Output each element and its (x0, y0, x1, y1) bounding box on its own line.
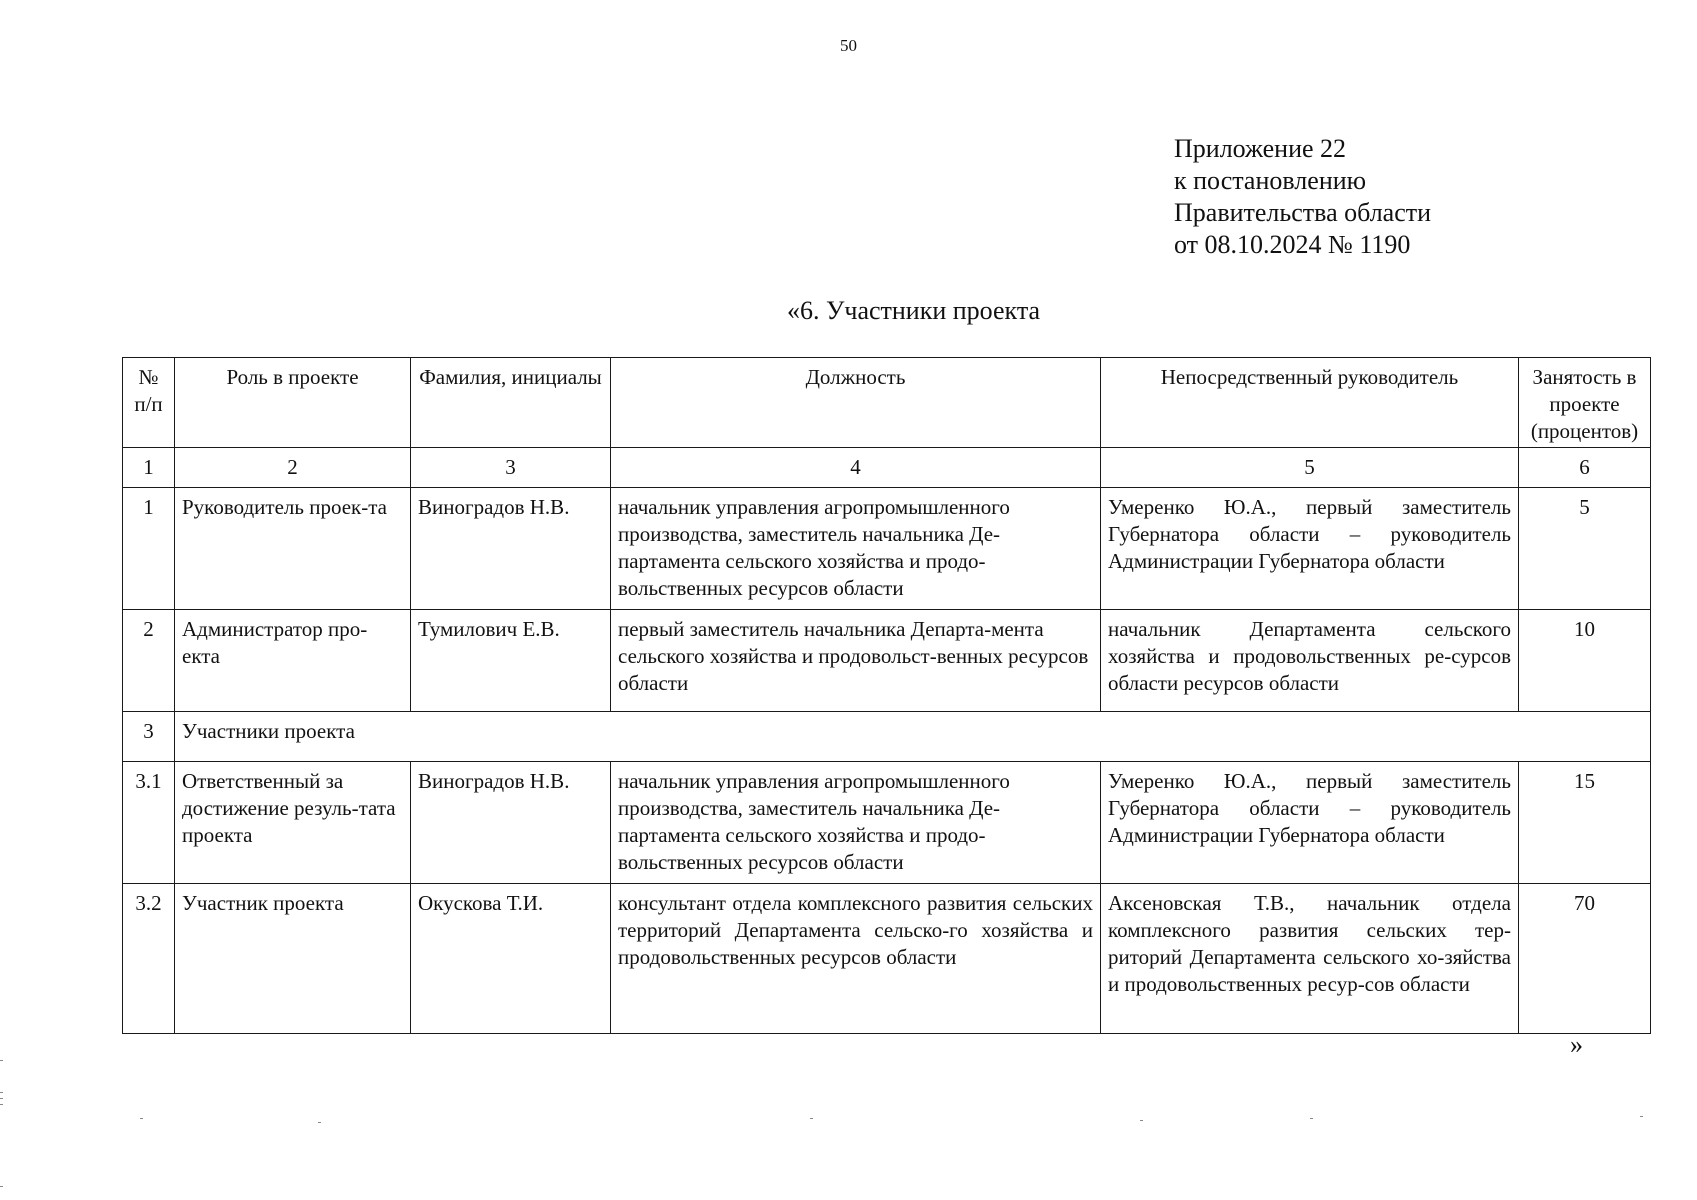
row-employment: 15 (1519, 762, 1651, 884)
appendix-line: Приложение 22 (1174, 134, 1347, 163)
column-number: 4 (611, 448, 1101, 488)
row-name: Окускова Т.И. (411, 884, 611, 1034)
row-employment: 70 (1519, 884, 1651, 1034)
header-employment: Занятость в проекте (процентов) (1519, 358, 1651, 448)
closing-quote: » (1570, 1030, 1583, 1059)
participants-table (122, 357, 1651, 1034)
table-header-row (123, 358, 1651, 448)
scan-artifact (140, 1118, 143, 1119)
row-role: Участник проекта (175, 884, 411, 1034)
row-role: Администратор про-екта (175, 610, 411, 712)
row-position: начальник управления агропромышленного производства, заместитель начальника Де-партамента сельского хозяйства и продо-вольственных ресурсов области (611, 488, 1101, 610)
scan-artifact (318, 1122, 321, 1123)
row-role: Руководитель проек-та (175, 488, 411, 610)
column-number: 1 (123, 448, 175, 488)
scan-artifact (1310, 1118, 1313, 1119)
appendix-line: Правительства области (1174, 198, 1432, 227)
scan-artifact (0, 1060, 3, 1061)
scan-artifact (1640, 1116, 1643, 1117)
header-supervisor: Непосредственный руководитель (1101, 358, 1519, 448)
column-number: 6 (1519, 448, 1651, 488)
table-row (123, 488, 1651, 610)
row-supervisor: Аксеновская Т.В., начальник отдела комплексного развития сельских тер-риторий Департамента сельского хо-зяйства и продовольственных ресур-сов области (1101, 884, 1519, 1034)
appendix-block (1174, 133, 1431, 261)
group-row-num: 3 (123, 712, 175, 762)
scan-artifact (0, 1104, 3, 1105)
scan-artifact (1140, 1120, 1143, 1121)
scan-artifact (0, 1186, 3, 1187)
column-number: 2 (175, 448, 411, 488)
header-role: Роль в проекте (175, 358, 411, 448)
row-employment: 10 (1519, 610, 1651, 712)
page-number: 50 (840, 36, 857, 55)
row-position: начальник управления агропромышленного производства, заместитель начальника Де-партамента сельского хозяйства и продо-вольственных ресурсов области (611, 762, 1101, 884)
table-row (123, 762, 1651, 884)
appendix-line: от 08.10.2024 № 1190 (1174, 230, 1411, 259)
row-num: 2 (123, 610, 175, 712)
scan-artifact (0, 1098, 3, 1099)
row-role: Ответственный за достижение резуль-тата проекта (175, 762, 411, 884)
row-supervisor: Умеренко Ю.А., первый заместитель Губернатора области – руководитель Администрации Губернатора области (1101, 762, 1519, 884)
group-row (123, 712, 1651, 762)
section-title: «6. Участники проекта (786, 296, 1041, 325)
row-supervisor: Умеренко Ю.А., первый заместитель Губернатора области – руководитель Администрации Губернатора области (1101, 488, 1519, 610)
group-row-label: Участники проекта (175, 712, 1651, 762)
row-employment: 5 (1519, 488, 1651, 610)
row-name: Виноградов Н.В. (411, 762, 611, 884)
column-number-row (123, 448, 1651, 488)
column-number: 5 (1101, 448, 1519, 488)
row-name: Тумилович Е.В. (411, 610, 611, 712)
row-num: 3.1 (123, 762, 175, 884)
row-num: 1 (123, 488, 175, 610)
scan-artifact (0, 1092, 3, 1093)
header-name: Фамилия, инициалы (411, 358, 611, 448)
table-row (123, 884, 1651, 1034)
row-name: Виноградов Н.В. (411, 488, 611, 610)
header-position: Должность (611, 358, 1101, 448)
row-num: 3.2 (123, 884, 175, 1034)
row-position: консультант отдела комплексного развития сельских территорий Департамента сельско-го хозяйства и продовольственных ресурсов области (611, 884, 1101, 1034)
row-supervisor: начальник Департамента сельского хозяйства и продовольственных ре-сурсов области ресурсов области (1101, 610, 1519, 712)
scan-artifact (810, 1118, 813, 1119)
table-row (123, 610, 1651, 712)
column-number: 3 (411, 448, 611, 488)
appendix-line: к постановлению (1174, 166, 1367, 195)
header-num: № п/п (123, 358, 175, 448)
row-position: первый заместитель начальника Департа-мента сельского хозяйства и продовольст-венных ресурсов области (611, 610, 1101, 712)
